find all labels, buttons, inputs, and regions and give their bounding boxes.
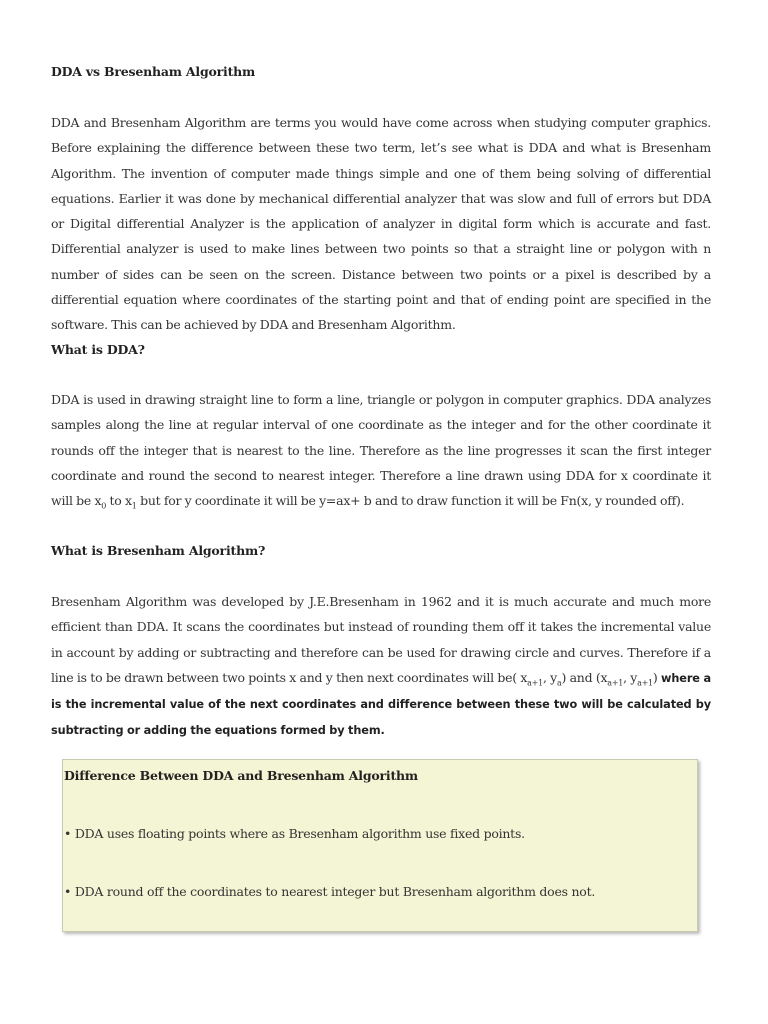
bresenham-text-d: , y (623, 669, 638, 685)
bresenham-text-b: , y (542, 669, 557, 685)
x-sub-0: 0 (101, 501, 107, 511)
bresenham-heading: What is Bresenham Algorithm? (51, 543, 266, 558)
dda-heading: What is DDA? (51, 342, 145, 357)
document-title: DDA vs Bresenham Algorithm (51, 64, 256, 79)
sub-d: a+1 (637, 678, 653, 688)
callout-bullet-item: • DDA round off the coordinates to nearest integer but Bresenham algorithm does not. (64, 884, 596, 899)
bresenham-paragraph (51, 589, 711, 744)
bresenham-bold-text: where a is the incremental value of the next coordinates and difference between these two will be calculated by subtracting or adding the equations formed by them. (51, 671, 711, 738)
bresenham-text-a: Bresenham Algorithm was developed by J.E.Bresenham in 1962 and it is much accurate and much more efficient than DDA. It scans the coordinates but instead of rounding them off it takes the incremental value in account by adding or subtracting and therefore can be used for drawing circle and curves. Therefore if a line is to be drawn between two points x and y then next coordinates will be( x (51, 594, 711, 685)
dda-text-a: DDA is used in drawing straight line to form a line, triangle or polygon in computer graphics. DDA analyzes samples along the line at regular interval of one coordinate as the integer and for the other coordinate it rounds off the integer that is nearest to the line. Therefore as the line progresses it scan the first integer coordinate and round the second to nearest integer. Therefore a line drawn using DDA for x coordinate it will be x (51, 392, 711, 509)
bresenham-text-e: ) (652, 669, 661, 685)
dda-text-c: but for y coordinate it will be y=ax+ b and to draw function it will be Fn(x, y rounded off). (136, 493, 685, 509)
sub-a: a+1 (527, 678, 543, 688)
callout-bullet-item: • DDA uses floating points where as Bresenham algorithm use fixed points. (64, 826, 525, 841)
dda-paragraph (51, 387, 711, 513)
x-sub-1: 1 (131, 501, 137, 511)
dda-text-b: to x (106, 493, 132, 509)
intro-paragraph: DDA and Bresenham Algorithm are terms you would have come across when studying computer graphics. Before explaining the difference between these two term, let’s see what is DDA and what is Bresenham Algorithm. The invention of computer made things simple and one of them being solving of differential equations. Earlier it was done by mechanical differential analyzer that was slow and full of errors but DDA or Digital differential Analyzer is the application of analyzer in digital form which is accurate and fast. Differential analyzer is used to make lines between two points so that a straight line or polygon with n number of sides can be seen on the screen. Distance between two points or a pixel is described by a differential equation where coordinates of the starting point and that of ending point are specified in the software. This can be achieved by DDA and Bresenham Algorithm. (51, 115, 711, 333)
sub-b: a (556, 678, 562, 688)
callout-title: Difference Between DDA and Bresenham Algorithm (64, 768, 418, 783)
bresenham-text-c: ) and (x (561, 669, 608, 685)
difference-callout-box (62, 759, 698, 932)
sub-c: a+1 (607, 678, 624, 688)
